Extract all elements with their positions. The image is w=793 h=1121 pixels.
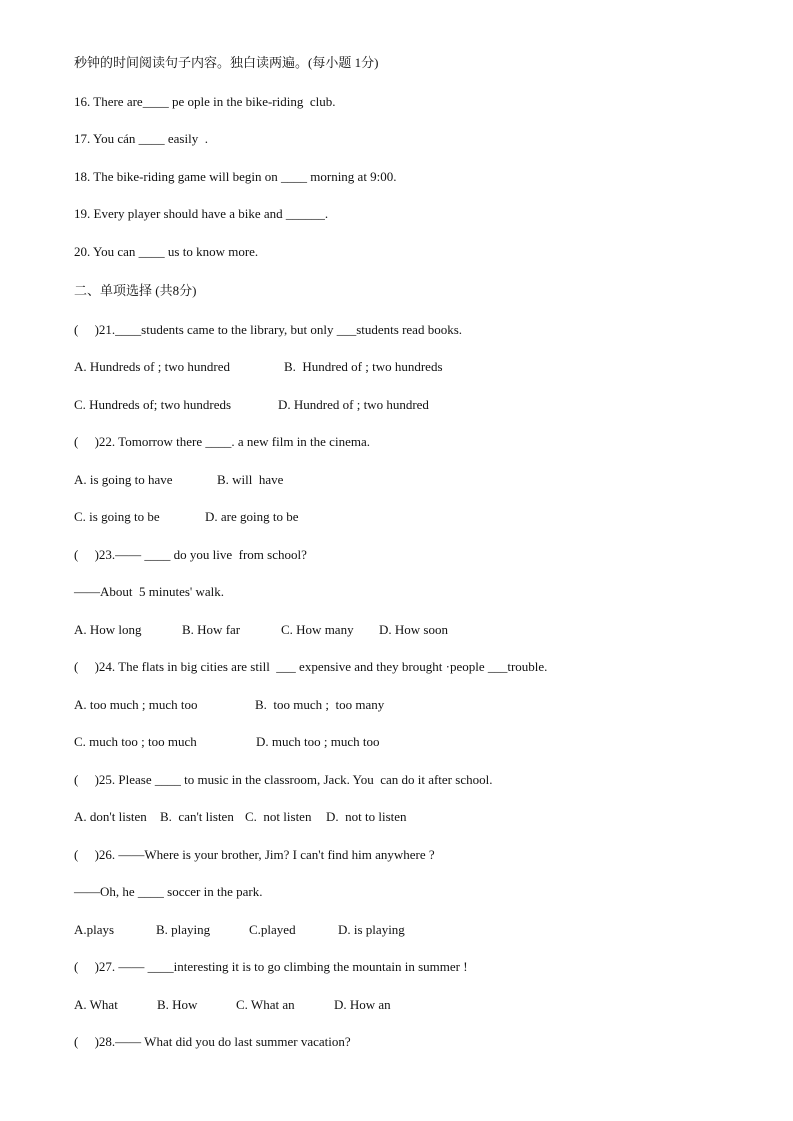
question-26-reply: ——Oh, he ____ soccer in the park. xyxy=(74,884,263,899)
question-24-option-b: B. too much ; too many xyxy=(255,697,385,712)
question-24-option-c: C. much too ; too much xyxy=(74,734,197,749)
question-22-stem: ( )22. Tomorrow there ____. a new film in the cinema. xyxy=(74,434,370,449)
question-28-stem: ( )28.—— What did you do last summer vacation? xyxy=(74,1034,351,1049)
question-25-option-a: A. don't listen xyxy=(74,809,147,824)
question-26-option-a: A.plays xyxy=(74,922,115,937)
question-22-option-d: D. are going to be xyxy=(205,509,299,524)
question-26-option-b: B. playing xyxy=(156,922,211,937)
question-23-option-d: D. How soon xyxy=(379,622,448,637)
question-17: 17. You cán ____ easily . xyxy=(74,131,208,146)
question-21-option-b: B. Hundred of ; two hundreds xyxy=(284,359,443,374)
question-26-option-d: D. is playing xyxy=(338,922,405,937)
question-25-option-d: D. not to listen xyxy=(326,809,407,824)
question-25-stem: ( )25. Please ____ to music in the classroom, Jack. You can do it after school. xyxy=(74,772,493,787)
question-22-option-a: A. is going to have xyxy=(74,472,173,487)
question-20: 20. You can ____ us to know more. xyxy=(74,244,259,259)
question-23-stem: ( )23.—— ____ do you live from school? xyxy=(74,547,307,562)
question-26-stem: ( )26. ——Where is your brother, Jim? I can't find him anywhere ? xyxy=(74,847,435,862)
question-27-option-b: B. How xyxy=(157,997,198,1012)
question-23-option-a: A. How long xyxy=(74,622,142,637)
question-26-option-c: C.played xyxy=(249,922,296,937)
question-22-option-b: B. will have xyxy=(217,472,284,487)
question-24-stem: ( )24. The flats in big cities are still ___ expensive and they brought ·people ___trouble. xyxy=(74,659,548,674)
question-24-option-d: D. much too ; much too xyxy=(256,734,380,749)
section-2-heading: 二、单项选择 (共8分) xyxy=(74,283,197,298)
question-23-reply: ——About 5 minutes' walk. xyxy=(74,584,225,599)
section-intro-text: 秒钟的时间阅读句子内容。独白读两遍。(每小题 1分) xyxy=(74,55,379,70)
question-23-option-c: C. How many xyxy=(281,622,354,637)
question-27-stem: ( )27. —— ____interesting it is to go climbing the mountain in summer ! xyxy=(74,959,468,974)
question-24-option-a: A. too much ; much too xyxy=(74,697,198,712)
question-21-stem: ( )21.____students came to the library, but only ___students read books. xyxy=(74,322,463,337)
question-22-option-c: C. is going to be xyxy=(74,509,160,524)
question-21-option-d: D. Hundred of ; two hundred xyxy=(278,397,429,412)
question-27-option-a: A. What xyxy=(74,997,118,1012)
question-19: 19. Every player should have a bike and ______. xyxy=(74,206,329,221)
question-27-option-c: C. What an xyxy=(236,997,295,1012)
question-21-option-c: C. Hundreds of; two hundreds xyxy=(74,397,232,412)
question-16: 16. There are____ pe ople in the bike-riding club. xyxy=(74,94,336,109)
question-25-option-c: C. not listen xyxy=(245,809,312,824)
question-21-option-a: A. Hundreds of ; two hundred xyxy=(74,359,230,374)
question-27-option-d: D. How an xyxy=(334,997,391,1012)
question-25-option-b: B. can't listen xyxy=(160,809,234,824)
question-18: 18. The bike-riding game will begin on ____ morning at 9:00. xyxy=(74,169,397,184)
question-23-option-b: B. How far xyxy=(182,622,241,637)
